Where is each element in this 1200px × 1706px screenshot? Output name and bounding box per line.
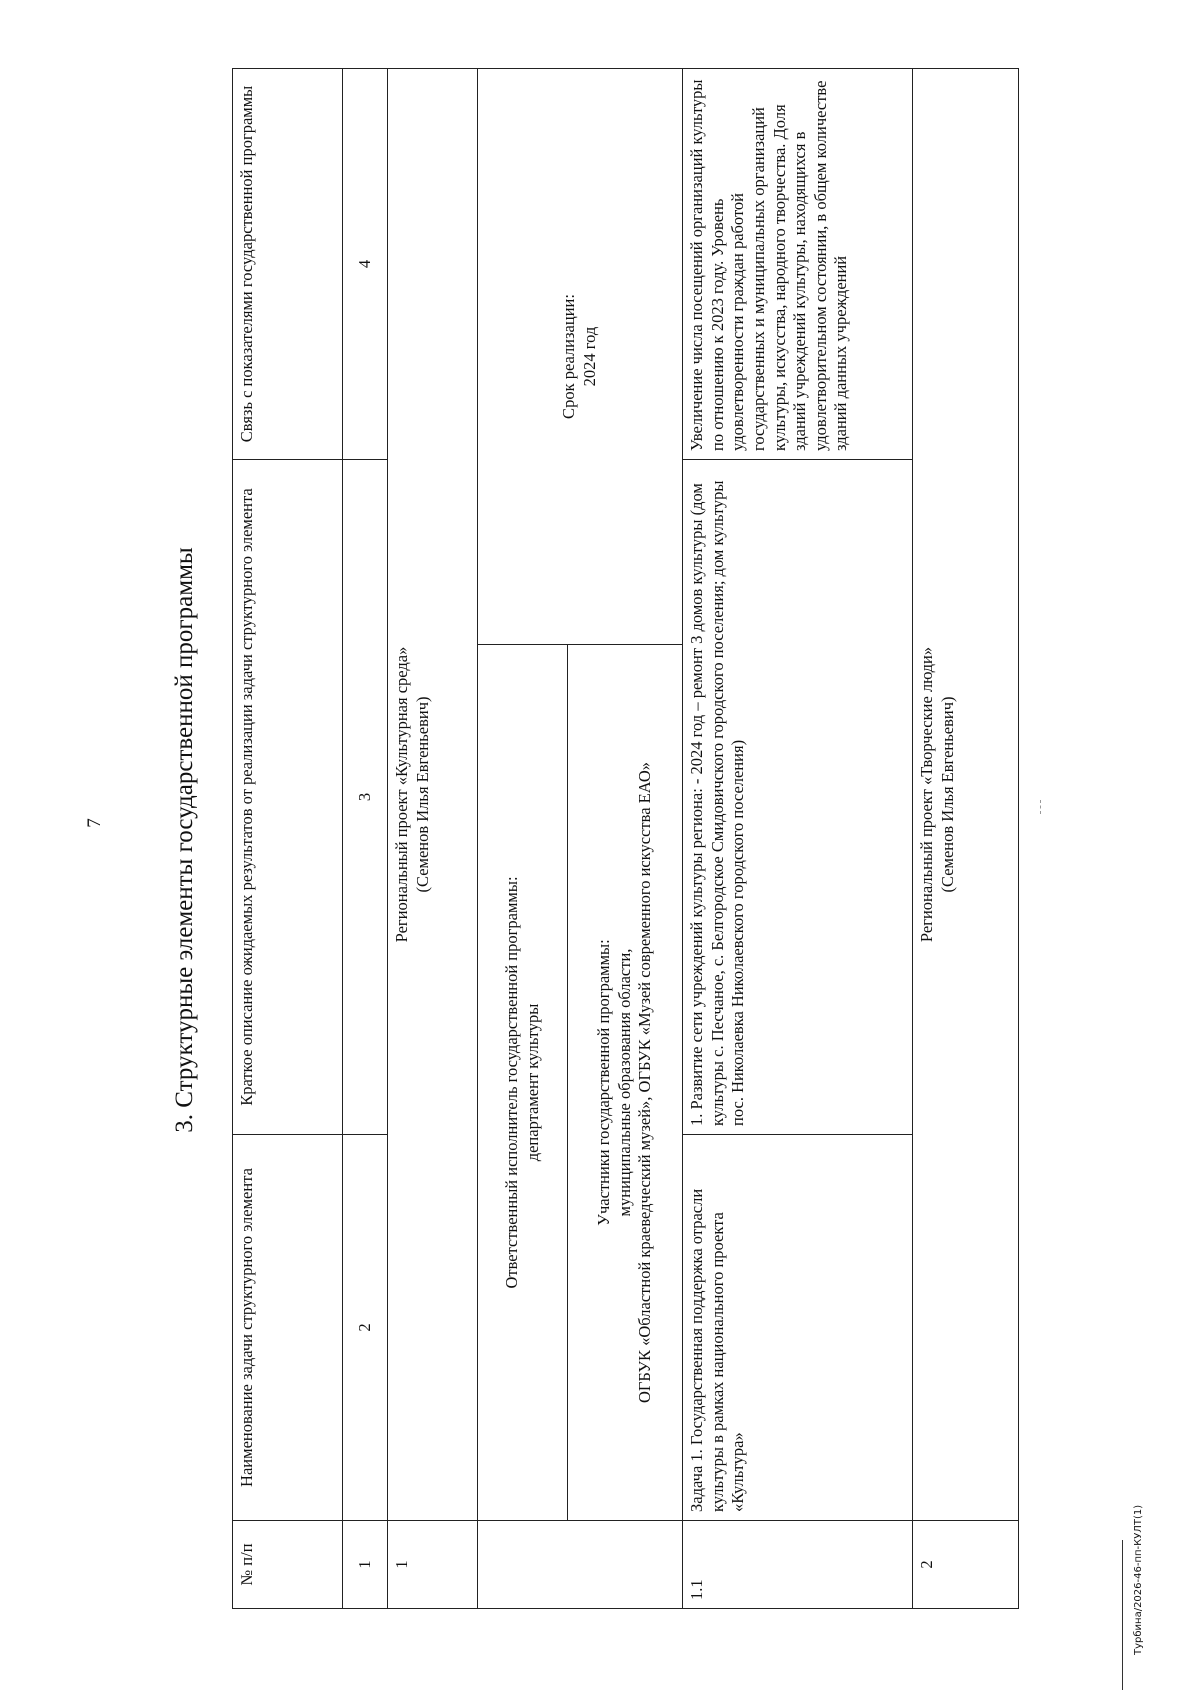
col-number: 2 — [343, 1135, 388, 1521]
task1-desc: 1. Развитие сети учреждений культуры региона: - 2024 год – ремонт 3 домов культуры (дом культуры с. Песчаное, с. Белгородское Смидовичского городского поселения; дом культуры пос. Николаевка Николаевского городского поселения) — [683, 459, 913, 1134]
task1-num: 1.1 — [683, 1521, 913, 1609]
term-cell — [478, 68, 683, 644]
structural-elements-table — [232, 68, 1019, 1609]
empty-cell — [478, 1521, 683, 1609]
project1-row — [388, 68, 478, 1608]
project2-row — [913, 68, 1019, 1608]
task1-link: Увеличение числа посещений организаций культуры по отношению к 2023 году. Уровень удовлетворенности граждан работой государственных и муниципальных организаций культуры, искусства, народного творчества. Доля зданий учреждений культуры, находящихся в удовлетворительном состоянии, в общем количестве зданий данных учреждений — [683, 68, 913, 459]
col-number: 3 — [343, 459, 388, 1134]
header-num: № п/п — [233, 1521, 343, 1609]
footer-rule — [1122, 1540, 1123, 1690]
executor-value: департамент культуры — [522, 1003, 542, 1162]
project1-title-cell — [388, 68, 478, 1520]
col-number: 1 — [343, 1521, 388, 1609]
participants-line2: ОГБУК «Областной краеведческий музей», ОГБУК «Музей современного искусства ЕАО» — [635, 761, 655, 1404]
executor-label: Ответственный исполнитель государственной программы: — [501, 876, 521, 1289]
footer-code: Турбина/2026-46-пп-КУЛТ(1) — [1133, 1504, 1144, 1655]
project1-title: Региональный проект «Культурная среда» — [392, 646, 411, 943]
header-link: Связь с показателями государственной программы — [233, 68, 343, 459]
project1-lead: (Семенов Илья Евгеньевич) — [412, 696, 432, 893]
participants-cell — [568, 645, 683, 1521]
project2-lead: (Семенов Илья Евгеньевич) — [937, 696, 957, 893]
project1-num: 1 — [388, 1521, 478, 1609]
executor-cell — [478, 645, 568, 1521]
project2-num: 2 — [913, 1521, 1019, 1609]
participants-label: Участники государственной программы: — [594, 939, 614, 1226]
project2-title: Региональный проект «Творческие люди» — [917, 646, 936, 943]
project2-title-cell — [913, 68, 1019, 1520]
participants-line1: муниципальные образования области, — [614, 948, 634, 1217]
header-name: Наименование задачи структурного элемента — [233, 1135, 343, 1521]
task1-row — [683, 68, 913, 1608]
term-label: Срок реализации: — [559, 294, 579, 419]
page-number: 7 — [84, 818, 105, 828]
column-number-row — [343, 68, 388, 1608]
header-desc: Краткое описание ожидаемых результатов от реализации задачи структурного элемента — [233, 459, 343, 1134]
task1-name: Задача 1. Государственная поддержка отрасли культуры в рамках национального проекта «Культура» — [683, 1135, 913, 1521]
header-row — [233, 68, 343, 1608]
rotated-sheet — [157, 65, 1057, 1615]
section-title: 3. Структурные элементы государственной программы — [171, 547, 198, 1133]
term-value: 2024 год — [580, 326, 599, 387]
scan-mark — [1040, 800, 1043, 814]
col-number: 4 — [343, 68, 388, 459]
executor-row — [478, 68, 568, 1608]
